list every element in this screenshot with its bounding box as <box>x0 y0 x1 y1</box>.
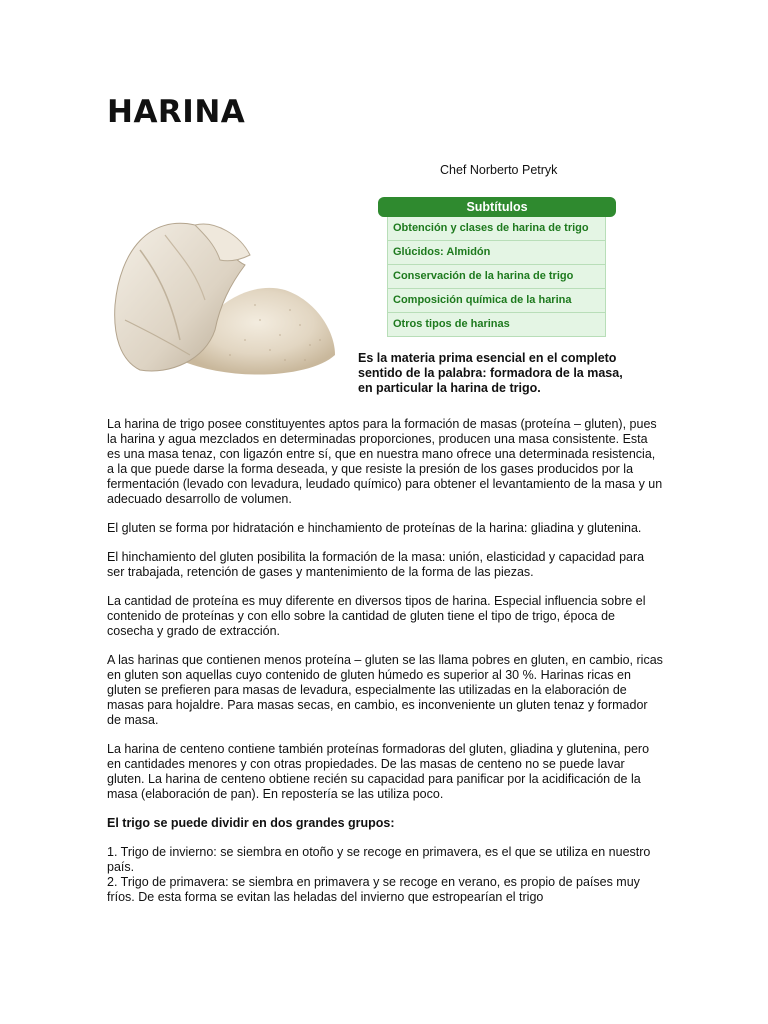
subtitles-box <box>378 197 616 337</box>
groups-heading: El trigo se puede dividir en dos grandes grupos: <box>107 816 395 830</box>
author-name: Chef Norberto Petryk <box>440 163 558 177</box>
body-paragraph: El hinchamiento del gluten posibilita la formación de la masa: unión, elasticidad y capacidad para ser trabajada, retención de gases y mantenimiento de la forma de las piezas. <box>107 550 645 579</box>
body-paragraph: El gluten se forma por hidratación e hinchamiento de proteínas de la harina: gliadina y glutenina. <box>107 521 642 535</box>
body-paragraph: La cantidad de proteína es muy diferente en diversos tipos de harina. Especial influencia sobre el contenido de proteínas y con ello sobre la cantidad de gluten tiene el tipo de trigo, época de cosecha y grado de extracción. <box>107 594 646 638</box>
page-title: HARINA <box>107 94 246 130</box>
subtitle-item[interactable]: Glúcidos: Almidón <box>387 241 606 265</box>
body-paragraph: A las harinas que contienen menos proteína – gluten se las llama pobres en gluten, en cambio, ricas en gluten son aquellas cuyo contenido de gluten húmedo es superior al 30 %. Harinas ricas en gluten se prefieren para masas de levadura, especialmente las utilizadas en la elaboración de masas para hojaldre. Para masas secas, en cambio, es inconveniente un gluten tenaz y formador de masa. <box>107 653 663 727</box>
list-item: 2. Trigo de primavera: se siembra en primavera y se recoge en verano, es propio de países muy fríos. De esta forma se evitan las heladas del invierno que estropearían el trigo <box>107 875 640 904</box>
lead-line: en particular la harina de trigo. <box>358 381 541 395</box>
lead-statement <box>358 351 658 396</box>
lead-line: sentido de la palabra: formadora de la masa, <box>358 366 623 380</box>
flour-sack-image <box>110 210 340 385</box>
subtitle-item[interactable]: Otros tipos de harinas <box>387 313 606 337</box>
subtitles-list <box>387 217 606 337</box>
body-paragraph: La harina de centeno contiene también proteínas formadoras del gluten, gliadina y glutenina, pero en cantidades menores y con otras propiedades. De las masas de centeno no se puede lavar gluten. La harina de centeno obtiene recién su capacidad para panificar por la acidificación de la masa (elaboración de pan). En repostería se las utiliza poco. <box>107 742 650 801</box>
lead-line: Es la materia prima esencial en el completo <box>358 351 617 365</box>
subtitle-item[interactable]: Obtención y clases de harina de trigo <box>387 217 606 241</box>
subtitle-item[interactable]: Conservación de la harina de trigo <box>387 265 606 289</box>
subtitles-header: Subtítulos <box>378 197 616 217</box>
subtitle-item[interactable]: Composición química de la harina <box>387 289 606 313</box>
body-paragraph: La harina de trigo posee constituyentes aptos para la formación de masas (proteína – gluten), pues la harina y agua mezclados en determinadas proporciones, producen una masa consistente. Esta es una masa tenaz, con ligazón entre sí, que en nuestra mano ofrece una determinada resistencia, a la que puede darse la forma deseada, y que resiste la presión de los gases producidos por la fermentación (levado con levadura, leudado químico) para obtener el levantamiento de la masa y un adecuado desarrollo de volumen. <box>107 417 663 506</box>
body-content <box>107 417 663 905</box>
list-item: 1. Trigo de invierno: se siembra en otoño y se recoge en primavera, es el que se utiliza en nuestro país. <box>107 845 651 874</box>
